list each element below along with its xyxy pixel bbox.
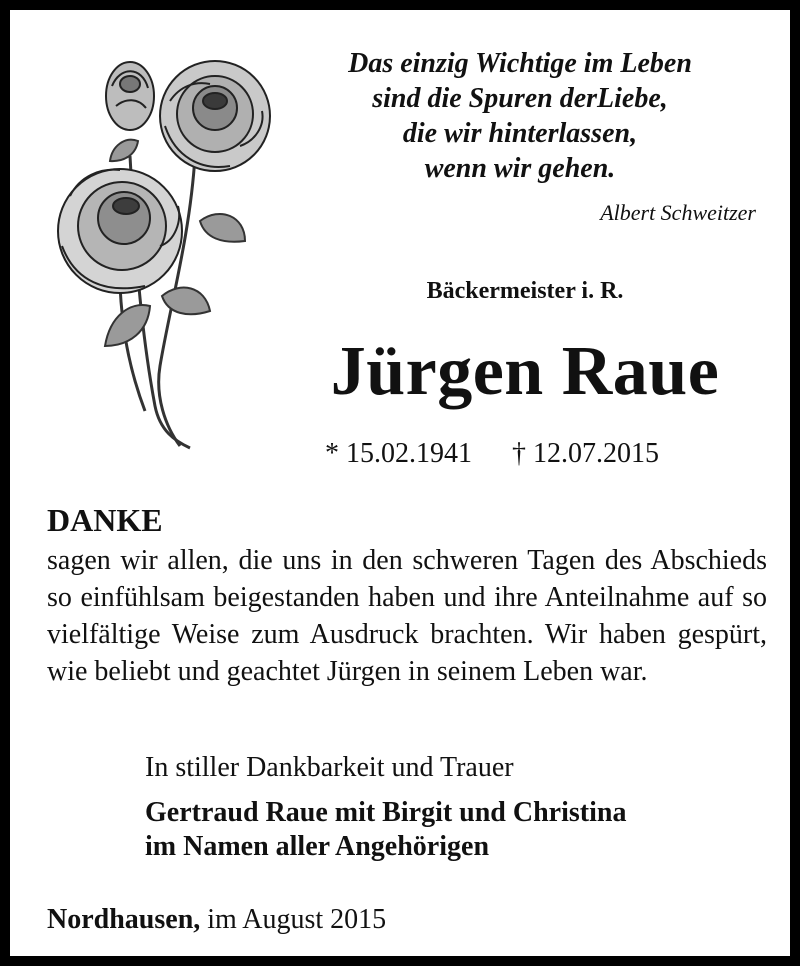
quote-line: Das einzig Wichtige im Leben: [348, 48, 692, 79]
closing-line: In stiller Dankbarkeit und Trauer: [145, 752, 514, 783]
signer-line: Gertraud Raue mit Birgit und Christina: [145, 797, 627, 828]
date: im August 2015: [207, 904, 387, 935]
roses-icon: [50, 46, 280, 456]
death-date: † 12.07.2015: [512, 438, 659, 469]
deceased-name: Jürgen Raue: [330, 333, 720, 410]
signers: [145, 796, 626, 864]
quote-author: Albert Schweitzer: [600, 200, 756, 225]
thanks-text: sagen wir allen, die uns in den schweren Tagen des Abschieds so einfühlsam beigestanden haben und ihre Anteilnahme auf so vielfältige Weise zum Ausdruck brachten. Wir haben gespürt, wie beliebt und geachtet Jürgen in seinem Leben war.: [47, 545, 767, 687]
thanks-heading: DANKE: [47, 502, 163, 538]
place-date: [47, 904, 386, 936]
quote: [310, 46, 730, 186]
signer-line: im Namen aller Angehörigen: [145, 831, 490, 862]
quote-line: die wir hinterlassen,: [402, 118, 638, 149]
quote-line: sind die Spuren derLiebe,: [372, 83, 668, 114]
place: Nordhausen,: [47, 904, 201, 935]
deceased-title: Bäckermeister i. R.: [426, 278, 624, 304]
birth-date: * 15.02.1941: [325, 438, 472, 469]
life-dates: [325, 438, 659, 470]
quote-line: wenn wir gehen.: [424, 153, 616, 184]
